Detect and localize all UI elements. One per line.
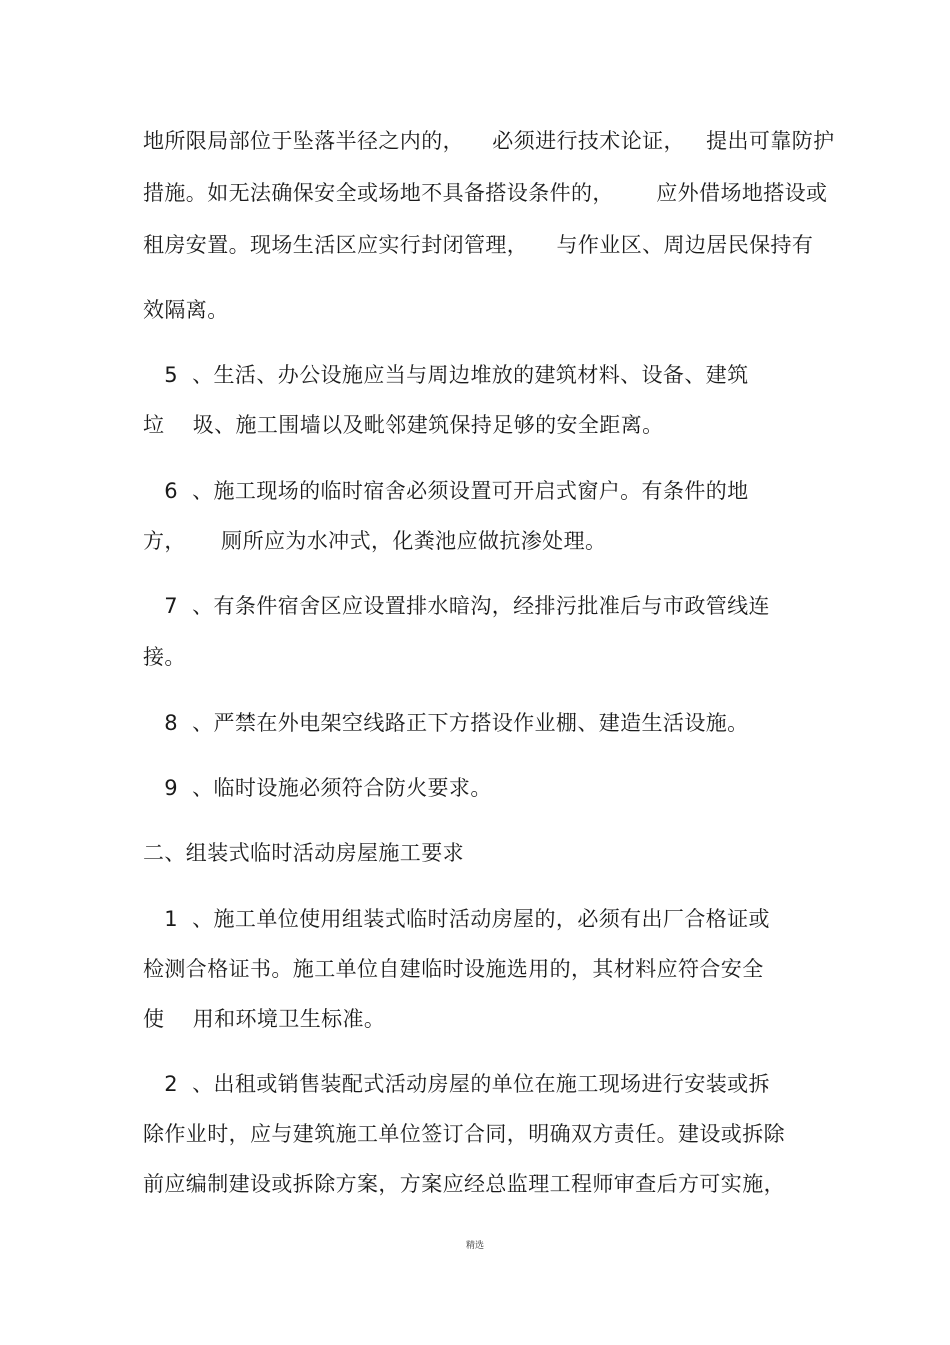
page-footer: 精选	[465, 1241, 484, 1251]
text-line: 检测合格证书。施工单位自建临时设施选用的，其材料应符合安全	[143, 957, 764, 981]
text-line: 垃 圾、施工围墙以及毗邻建筑保持足够的安全距离。	[143, 413, 664, 437]
text-line: 2 、出租或销售装配式活动房屋的单位在施工现场进行安装或拆	[143, 1072, 770, 1096]
text-line: 8 、严禁在外电架空线路正下方搭设作业棚、建造生活设施。	[143, 711, 749, 735]
section-heading: 二、组装式临时活动房屋施工要求	[143, 841, 464, 865]
text-line: 地所限局部位于坠落半径之内的， 必须进行技术论证， 提出可靠防护	[143, 129, 835, 153]
text-line: 前应编制建设或拆除方案，方案应经总监理工程师审查后方可实施，	[143, 1172, 785, 1196]
text-line: 除作业时，应与建筑施工单位签订合同，明确双方责任。建设或拆除	[143, 1122, 785, 1146]
text-line: 7 、有条件宿舍区应设置排水暗沟，经排污批准后与市政管线连	[143, 594, 770, 618]
text-line: 9 、临时设施必须符合防火要求。	[143, 776, 492, 800]
text-line: 方， 厕所应为水冲式，化粪池应做抗渗处理。	[143, 529, 607, 553]
text-line: 租房安置。现场生活区应实行封闭管理， 与作业区、周边居民保持有	[143, 233, 814, 257]
text-line: 6 、施工现场的临时宿舍必须设置可开启式窗户。有条件的地	[143, 479, 749, 503]
text-line: 接。	[143, 645, 186, 669]
text-line: 措施。如无法确保安全或场地不具备搭设条件的， 应外借场地搭设或	[143, 181, 828, 205]
text-line: 1 、施工单位使用组装式临时活动房屋的，必须有出厂合格证或	[143, 907, 770, 931]
text-line: 5 、生活、办公设施应当与周边堆放的建筑材料、设备、建筑	[143, 363, 749, 387]
text-line: 效隔离。	[143, 298, 229, 322]
text-line: 使 用和环境卫生标准。	[143, 1007, 386, 1031]
